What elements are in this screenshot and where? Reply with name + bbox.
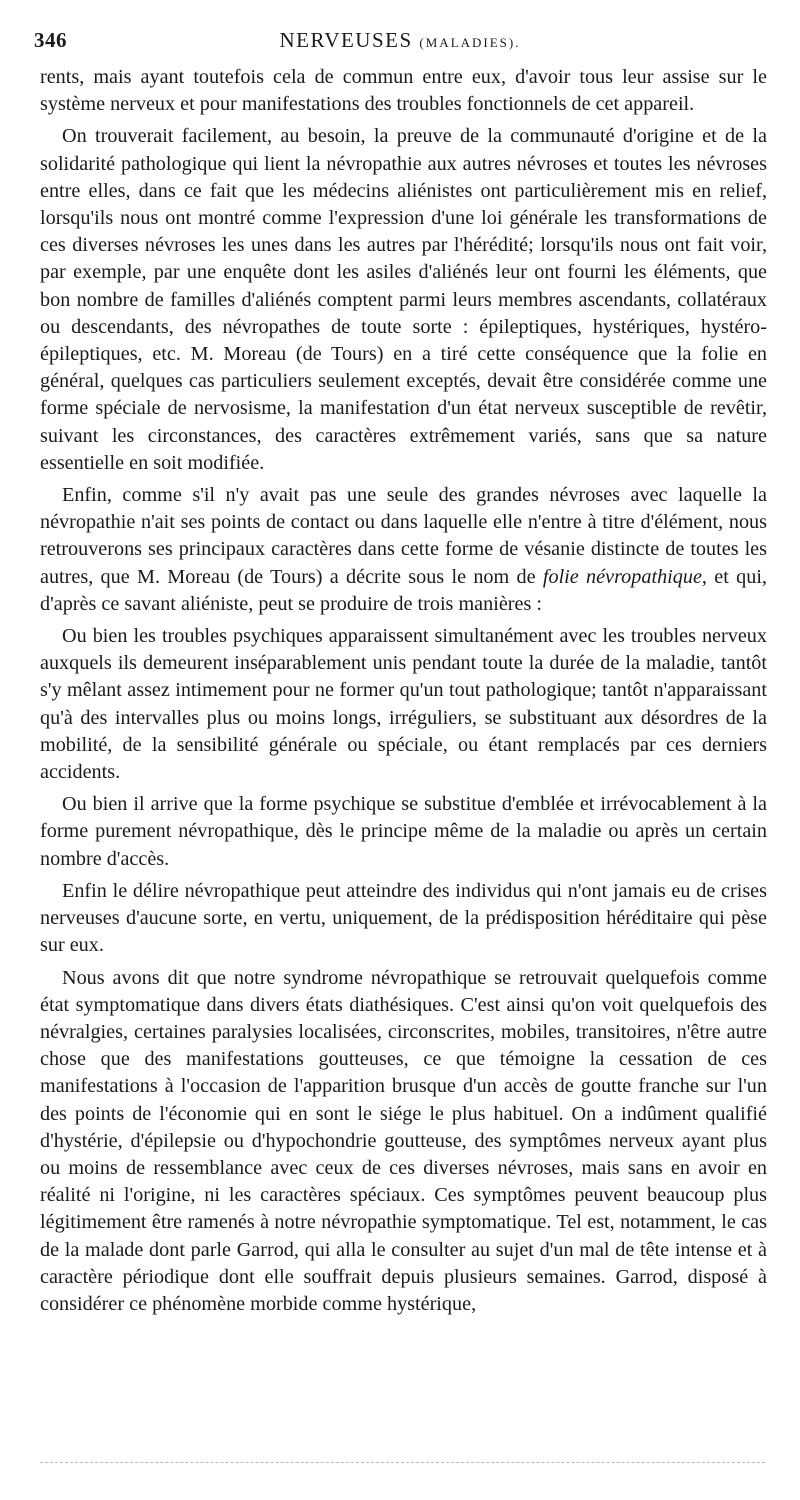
paragraph-4: Ou bien les troubles psychiques apparaissent simultanément avec les troubles nerveux auxquels ils demeurent inséparablement unis pendant toute la durée de la maladie, tantôt s'y mêlant assez intimement pour ne former qu'un tout pathologique; tantôt n'apparaissant qu'à des intervalles plus ou moins longs, irréguliers, se substituant aux désordres de la mobilité, de la sensibilité générale ou spéciale, ou étant remplacés par ces derniers accidents. [40, 625, 767, 784]
paragraph-3-part-a: Enfin, comme s'il n'y avait pas une seule des grandes névroses avec laquelle la névropathie n'ait ses points de contact ou dans laquelle elle n'entre à titre d'élément, nous retrouverons ses principaux caractères dans cette forme de vésanie distincte de toutes les autres, que M. Moreau (de Tours) a décrite sous le nom de [40, 484, 767, 588]
page-title-sub: (MALADIES). [419, 35, 521, 50]
page-number: 346 [34, 28, 67, 52]
paragraph-3-part-b: , et qui, d'après ce savant aliéniste, peut se produire de trois manières : [40, 565, 767, 615]
page-title-main: NERVEUSES [279, 28, 413, 52]
paragraph-5: Ou bien il arrive que la forme psychique se substitue d'emblée et irrévocablement à la forme purement névropathique, dès le principe même de la maladie ou après un certain nombre d'accès. [40, 793, 767, 870]
paragraph-3 [40, 482, 767, 618]
body-text [40, 64, 767, 1323]
paragraph-3-italic: folie névropathique [542, 565, 702, 588]
page-title [34, 28, 766, 53]
footer-rule [40, 1462, 765, 1463]
paragraph-6: Enfin le délire névropathique peut atteindre des individus qui n'ont jamais eu de crises nerveuses d'aucune sorte, en vertu, uniquement, de la prédisposition héréditaire qui pèse sur eux. [40, 879, 767, 957]
running-head [34, 28, 766, 58]
paragraph-1: rents, mais ayant toutefois cela de commun entre eux, d'avoir tous leur assise sur le système nerveux et pour manifestations des troubles fonctionnels de cet appareil. [40, 66, 767, 116]
paragraph-2: On trouverait facilement, au besoin, la preuve de la communauté d'origine et de la solidarité pathologique qui lient la névropathie aux autres névroses et toutes les névroses entre elles, dans ce fait que les médecins aliénistes ont particulièrement mis en relief, lorsqu'ils nous ont montré comme l'expression d'une loi générale les transformations de ces diverses névroses les unes dans les autres par l'hérédité; lorsqu'ils nous ont fait voir, par exemple, par une enquête dont les asiles d'aliénés leur ont fourni les éléments, que bon nombre de familles d'aliénés comptent parmi leurs membres ascendants, collatéraux ou descendants, des névropathes de toute sorte : épileptiques, hystériques, hystéro-épileptiques, etc. M. Moreau (de Tours) en a tiré cette conséquence que la folie en général, quelques cas particuliers seulement exceptés, devait être considérée comme une forme spéciale de nervosisme, la manifestation d'un état nerveux susceptible de revêtir, suivant les circonstances, des caractères extrêmement variés, sans que sa nature essentielle en soit modifiée. [40, 125, 767, 474]
paragraph-7: Nous avons dit que notre syndrome névropathique se retrouvait quelquefois comme état symptomatique dans divers états diathésiques. C'est ainsi qu'on voit quelquefois des névralgies, certaines paralysies localisées, circonscrites, mobiles, transitoires, n'être autre chose que des manifestations goutteuses, ce que témoigne la cessation de ces manifestations à l'occasion de l'apparition brusque d'un accès de goutte franche sur l'un des points de l'économie qui en sont le siége le plus habituel. On a indûment qualifié d'hystérie, d'épilepsie ou d'hypochondrie goutteuse, des symptômes nerveux ayant plus ou moins de ressemblance avec ceux de ces diverses névroses, mais sans en avoir en réalité ni l'origine, ni les caractères spéciaux. Ces symptômes peuvent beaucoup plus légitimement être ramenés à notre névropathie symptomatique. Tel est, notamment, le cas de la malade dont parle Garrod, qui alla le consulter au sujet d'un mal de tête intense et à caractère périodique dont elle souffrait depuis plusieurs semaines. Garrod, disposé à considérer ce phénomène morbide comme hystérique, [40, 966, 767, 1315]
